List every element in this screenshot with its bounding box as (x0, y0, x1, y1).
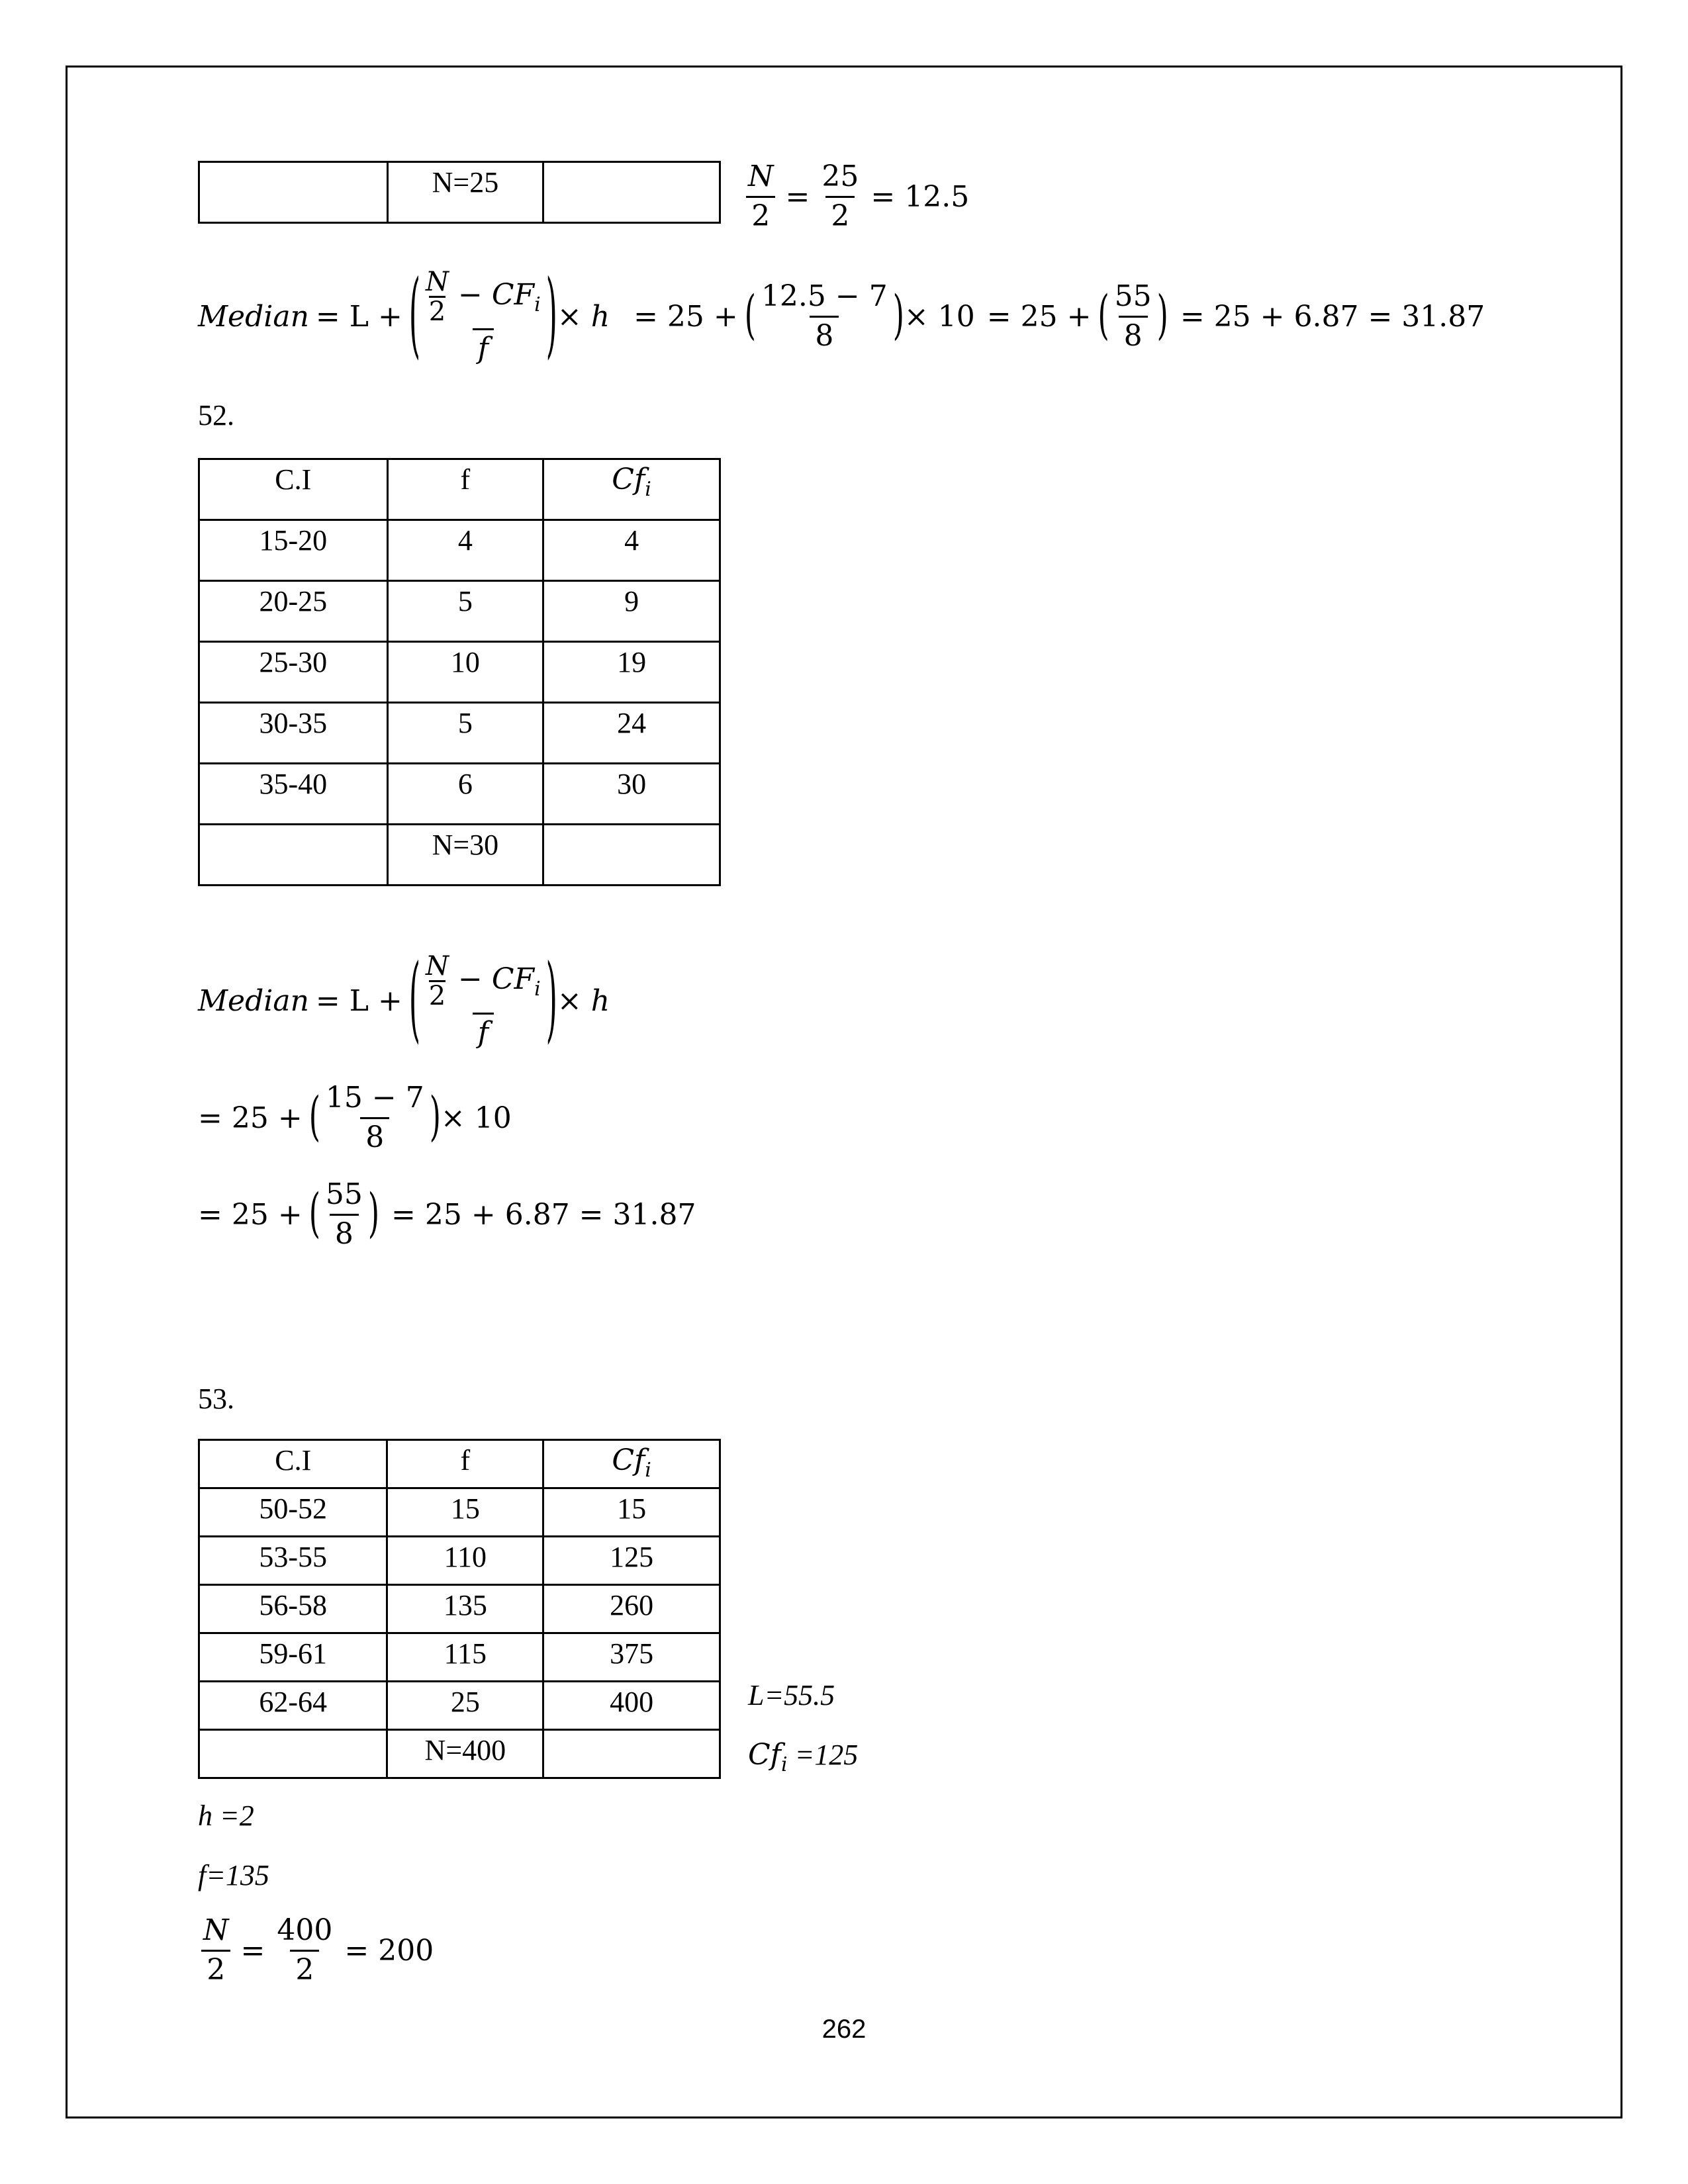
left-paren: ( (408, 261, 421, 369)
f-cell: 6 (387, 764, 543, 825)
right-paren: ) (429, 1087, 441, 1148)
numerator: 400 (277, 1913, 333, 1948)
ci-cell: 20-25 (199, 581, 388, 642)
equals-25-plus: = 25 + (986, 299, 1092, 334)
equals-25-plus: = 25 + (198, 1101, 303, 1135)
result: = 25 + 6.87 = 31.87 (391, 1197, 696, 1232)
numerator: 55 (325, 1177, 363, 1212)
table-total-cell: N=25 (387, 162, 543, 223)
right-paren: ) (892, 285, 904, 346)
two-symbol: 2 (428, 980, 446, 1011)
numerator: 25 (821, 159, 859, 194)
numerator (420, 952, 546, 1013)
left-paren: ( (308, 1183, 320, 1244)
result: = 200 (344, 1933, 434, 1968)
ci-cell: 30-35 (199, 703, 388, 764)
ci-cell: 25-30 (199, 642, 388, 703)
ci-cell: 35-40 (199, 764, 388, 825)
table-cell (199, 825, 388, 886)
table-cell (543, 825, 720, 886)
left-paren: ( (1098, 285, 1109, 346)
denominator: 8 (810, 316, 839, 352)
minus-cf: − CF (458, 962, 535, 996)
minus-cf: − CF (458, 277, 535, 312)
table-row (199, 764, 720, 825)
table-cell (543, 162, 720, 223)
cf-cell: 400 (543, 1682, 720, 1730)
f-cell: 4 (387, 520, 543, 581)
fraction (320, 1179, 368, 1250)
question-52-label: 52. (198, 399, 234, 432)
times-10: × 10 (904, 299, 975, 334)
ci-cell: 62-64 (199, 1682, 387, 1730)
right-paren: ) (1156, 285, 1168, 346)
left-paren: ( (408, 945, 421, 1054)
right-paren: ) (545, 945, 557, 1054)
cf-cell: 15 (543, 1488, 720, 1537)
f-cell: 15 (387, 1488, 543, 1537)
ci-cell: 50-52 (199, 1488, 387, 1537)
numerator: N (203, 1913, 229, 1948)
table-row (199, 581, 720, 642)
cf-cell: 125 (543, 1537, 720, 1585)
denominator: 8 (1119, 316, 1148, 352)
header-f: f (387, 1440, 543, 1488)
denominator: 8 (330, 1214, 359, 1250)
nested-fraction (426, 268, 449, 326)
equals-sign: = (240, 1933, 265, 1968)
cf-cell: 19 (543, 642, 720, 703)
lower-limit-value: L=55.5 (748, 1679, 835, 1711)
table-total-row (199, 825, 720, 886)
table-row (199, 1682, 720, 1730)
half-n-equation-53 (198, 1914, 434, 1987)
numerator: 12.5 − 7 (761, 279, 888, 314)
equals-L-plus: = L + (315, 299, 402, 334)
cf-cell: 24 (543, 703, 720, 764)
denominator: 2 (825, 196, 855, 232)
equals-L-plus: = L + (315, 983, 402, 1018)
n-symbol: N (426, 950, 449, 981)
q52-frequency-table (198, 458, 721, 886)
table-row (199, 520, 720, 581)
table-header-row (199, 459, 720, 520)
f-cell: 5 (387, 703, 543, 764)
median-label: Median (198, 983, 309, 1018)
cf-cell: 30 (543, 764, 720, 825)
denominator: 8 (360, 1117, 389, 1154)
ci-cell: 53-55 (199, 1537, 387, 1585)
ci-cell: 15-20 (199, 520, 388, 581)
median-fraction (420, 268, 546, 365)
f-cell: 25 (387, 1682, 543, 1730)
numerator (420, 268, 546, 328)
two-symbol: 2 (428, 296, 446, 327)
table-header-row (199, 1440, 720, 1488)
total-cell: N=400 (387, 1730, 543, 1778)
fraction (816, 161, 864, 232)
fraction (271, 1915, 338, 1986)
denominator: f (473, 328, 494, 365)
subscript-i: i (534, 293, 541, 316)
class-width-value: h =2 (198, 1799, 254, 1832)
top-total-table (198, 161, 721, 224)
fraction (1109, 281, 1157, 352)
median-step-2 (198, 1081, 512, 1154)
frequency-value: f=135 (198, 1859, 269, 1891)
header-cf: $Cf_i$ (543, 459, 720, 520)
denominator: 2 (201, 1950, 230, 1986)
fraction (743, 161, 779, 232)
header-f: f (387, 459, 543, 520)
table-cell (199, 1730, 387, 1778)
median-formula-1 (198, 250, 1485, 383)
n-symbol: N (426, 266, 449, 297)
left-paren: ( (308, 1087, 320, 1148)
table-row (199, 1633, 720, 1682)
q53-frequency-table (198, 1439, 721, 1779)
f-cell: 110 (387, 1537, 543, 1585)
cf-cell: 9 (543, 581, 720, 642)
right-paren: ) (367, 1183, 380, 1244)
table-cell (199, 162, 388, 223)
result: = 25 + 6.87 = 31.87 (1180, 299, 1485, 334)
fraction (320, 1082, 430, 1154)
question-53-label: 53. (198, 1383, 234, 1415)
table-row (199, 642, 720, 703)
header-cf: $Cf_i$ (543, 1440, 720, 1488)
table-cell (543, 1730, 720, 1778)
total-cell: N=30 (387, 825, 543, 886)
half-n-equation (743, 160, 969, 233)
f-cell: 115 (387, 1633, 543, 1682)
result: = 12.5 (870, 179, 970, 214)
right-paren: ) (545, 261, 557, 369)
f-cell: 10 (387, 642, 543, 703)
nested-fraction (426, 952, 449, 1010)
cf-cell: 260 (543, 1585, 720, 1633)
denominator: f (473, 1013, 494, 1049)
f-cell: 135 (387, 1585, 543, 1633)
page-number: 262 (821, 2015, 867, 2044)
times-h: × h (557, 983, 610, 1018)
left-paren: ( (744, 285, 756, 346)
fraction (756, 281, 893, 352)
ci-cell: 56-58 (199, 1585, 387, 1633)
numerator: 55 (1114, 279, 1152, 314)
numerator: N (748, 159, 774, 194)
median-step-3 (198, 1178, 696, 1251)
header-ci: C.I (199, 1440, 387, 1488)
table-row (199, 1488, 720, 1537)
ci-cell: 59-61 (199, 1633, 387, 1682)
table-row (199, 703, 720, 764)
numerator: 15 − 7 (325, 1081, 424, 1115)
f-cell: 5 (387, 581, 543, 642)
header-ci: C.I (199, 459, 388, 520)
denominator: 2 (290, 1950, 319, 1986)
median-label: Median (198, 299, 309, 334)
times-h: × h (557, 299, 610, 334)
equals-sign: = (785, 179, 810, 214)
equals-25-plus: = 25 + (633, 299, 738, 334)
table-total-row (199, 1730, 720, 1778)
cumulative-frequency-value: $Cf_i =125$ (748, 1738, 859, 1776)
cf-cell: 4 (543, 520, 720, 581)
cf-cell: 375 (543, 1633, 720, 1682)
median-fraction (420, 952, 546, 1049)
fraction (198, 1915, 234, 1986)
median-formula-2 (198, 934, 610, 1067)
table-row (199, 1537, 720, 1585)
times-10: × 10 (440, 1101, 512, 1135)
subscript-i: i (534, 977, 541, 1001)
equals-25-plus: = 25 + (198, 1197, 303, 1232)
denominator: 2 (746, 196, 775, 232)
table-row (199, 1585, 720, 1633)
